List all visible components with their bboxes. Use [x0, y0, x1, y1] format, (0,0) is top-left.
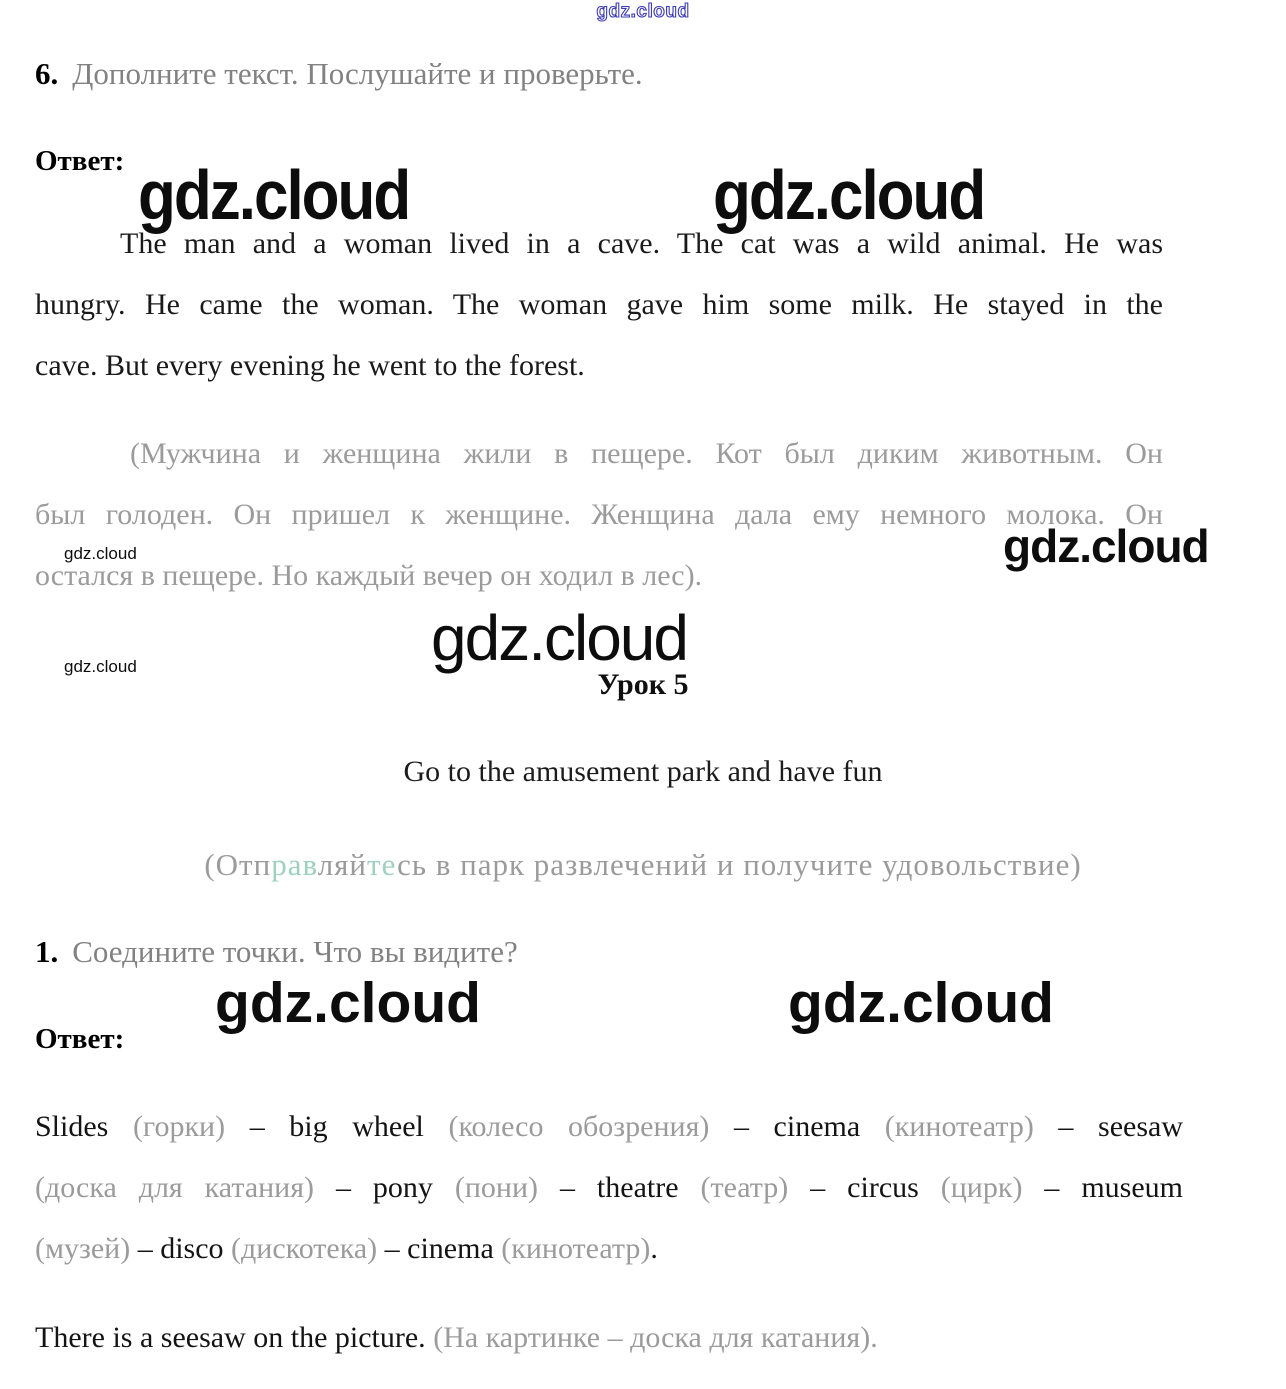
text-segment-en: – cinema [709, 1110, 885, 1143]
paragraph-line: остался в пещере. Но каждый вечер он ходил в лес). [35, 559, 703, 592]
text-segment-ru: ляй [317, 847, 368, 882]
paragraph-line: (Мужчина и женщина жили в пещере. Кот был диким животным. Он [130, 437, 1163, 470]
text-segment-en: – cinema [377, 1232, 502, 1265]
watermark-large-left: gdz.cloud [138, 157, 410, 235]
text-segment-ru: (музей) [35, 1232, 131, 1265]
text-segment-en: – circus [788, 1171, 941, 1204]
task1-number: 1. [35, 934, 59, 969]
text-segment-ru: (дискотека) [231, 1232, 378, 1265]
text-segment-en: Slides [35, 1110, 133, 1143]
text-segment-teal: рав [271, 847, 318, 882]
paragraph-line [35, 1218, 1183, 1279]
text-segment-en: – theatre [538, 1171, 701, 1204]
answer-label-task1: Ответ: [35, 1023, 125, 1055]
text-segment-ru: (Отп [204, 847, 272, 882]
text-segment-ru: (колесо обозрения) [448, 1110, 710, 1143]
text-segment-en: There is a seesaw on the picture. [35, 1321, 434, 1354]
text-segment-en: . [650, 1232, 658, 1265]
watermark-medium-right: gdz.cloud [1003, 520, 1209, 572]
paragraph-line: cave. But every evening he went to the forest. [35, 349, 585, 382]
watermark-large-right: gdz.cloud [713, 157, 985, 235]
watermark-large-center: gdz.cloud [431, 602, 687, 674]
text-segment-ru: (театр) [700, 1171, 789, 1204]
answer-label-task6: Ответ: [35, 145, 125, 177]
lesson-subtitle-russian [0, 847, 1286, 883]
watermark-small-left-1: gdz.cloud [64, 544, 137, 563]
paragraph-line: The man and a woman lived in a cave. The cat was a wild animal. He was [120, 227, 1163, 260]
text-segment-ru: сь в парк развлечений и получите удовольствие) [397, 847, 1082, 882]
watermark-large-left-2: gdz.cloud [215, 971, 481, 1035]
text-segment-teal: те [367, 847, 398, 882]
task1-title: Соедините точки. Что вы видите? [72, 934, 518, 969]
watermark-small-left-2: gdz.cloud [64, 657, 137, 676]
text-segment-en: – seesaw [1033, 1110, 1183, 1143]
answer-paragraph-russian-translation [35, 423, 1163, 606]
paragraph-line [35, 1096, 1183, 1157]
lesson-title: Урок 5 [597, 668, 689, 701]
text-segment-ru: (пони) [454, 1171, 539, 1204]
conclusion-sentence [35, 1318, 878, 1358]
task1-heading [35, 931, 518, 973]
watermark-top-outline: gdz.cloud [596, 1, 690, 22]
text-segment-ru: (цирк) [940, 1171, 1023, 1204]
text-segment-en: – museum [1022, 1171, 1183, 1204]
task6-number: 6. [35, 56, 59, 91]
text-segment-en: – pony [314, 1171, 455, 1204]
task6-heading [35, 53, 643, 95]
paragraph-line: был голоден. Он пришел к женщине. Женщина дала ему немного молока. Он [35, 498, 1163, 531]
watermark-large-right-2: gdz.cloud [788, 971, 1054, 1035]
task6-title: Дополните текст. Послушайте и проверьте. [72, 56, 643, 91]
paragraph-line [35, 1157, 1183, 1218]
attractions-list-paragraph [35, 1096, 1183, 1279]
text-segment-ru: (кинотеатр) [884, 1110, 1034, 1143]
text-segment-ru: (На картинке – доска для катания). [433, 1321, 878, 1354]
text-segment-ru: (горки) [132, 1110, 226, 1143]
text-segment-en: – big wheel [225, 1110, 449, 1143]
text-segment-ru: (кинотеатр) [501, 1232, 651, 1265]
text-segment-ru: (доска для катания) [35, 1171, 315, 1204]
lesson-subtitle-english: Go to the amusement park and have fun [403, 755, 883, 788]
answer-paragraph-english [35, 213, 1163, 396]
text-segment-en: – disco [130, 1232, 232, 1265]
paragraph-line: hungry. He came the woman. The woman gave him some milk. He stayed in the [35, 288, 1163, 321]
